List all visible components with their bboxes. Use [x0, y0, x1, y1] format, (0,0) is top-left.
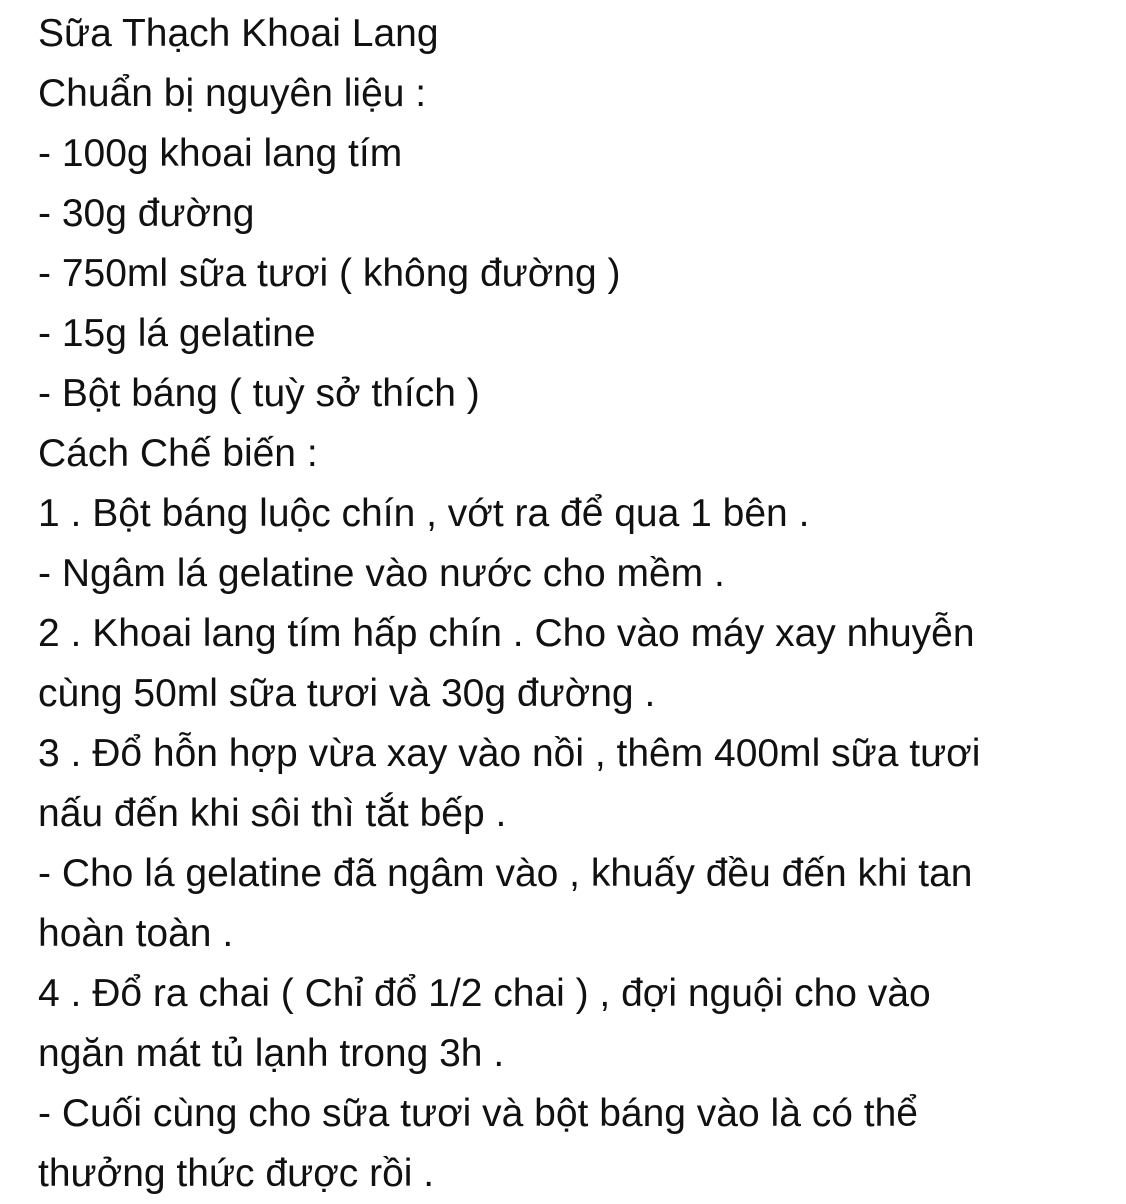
- ingredients-heading: Chuẩn bị nguyên liệu :: [38, 72, 427, 115]
- recipe-title: Sữa Thạch Khoai Lang: [38, 12, 439, 55]
- step-line: cùng 50ml sữa tươi và 30g đường .: [38, 672, 656, 715]
- recipe-note: [38, 4, 1108, 1204]
- step-line: thưởng thức được rồi .: [38, 1152, 435, 1195]
- ingredient-item: - 30g đường: [38, 192, 255, 235]
- step-line: 4 . Đổ ra chai ( Chỉ đổ 1/2 chai ) , đợi nguội cho vào: [38, 972, 931, 1015]
- step-line: - Cho lá gelatine đã ngâm vào , khuấy đều đến khi tan: [38, 852, 973, 895]
- ingredient-item: - 15g lá gelatine: [38, 312, 316, 355]
- ingredient-item: - 100g khoai lang tím: [38, 132, 403, 175]
- ingredient-item: - Bột báng ( tuỳ sở thích ): [38, 372, 480, 415]
- step-line: - Cuối cùng cho sữa tươi và bột báng vào là có thể: [38, 1092, 918, 1135]
- step-line: 2 . Khoai lang tím hấp chín . Cho vào máy xay nhuyễn: [38, 612, 975, 655]
- step-line: hoàn toàn .: [38, 912, 234, 955]
- method-heading: Cách Chế biến :: [38, 432, 318, 475]
- step-line: 3 . Đổ hỗn hợp vừa xay vào nồi , thêm 400ml sữa tươi: [38, 732, 981, 775]
- ingredient-item: - 750ml sữa tươi ( không đường ): [38, 252, 621, 295]
- step-line: - Ngâm lá gelatine vào nước cho mềm .: [38, 552, 725, 595]
- step-line: nấu đến khi sôi thì tắt bếp .: [38, 792, 507, 835]
- step-line: 1 . Bột báng luộc chín , vớt ra để qua 1 bên .: [38, 492, 810, 535]
- step-line: ngăn mát tủ lạnh trong 3h .: [38, 1032, 505, 1075]
